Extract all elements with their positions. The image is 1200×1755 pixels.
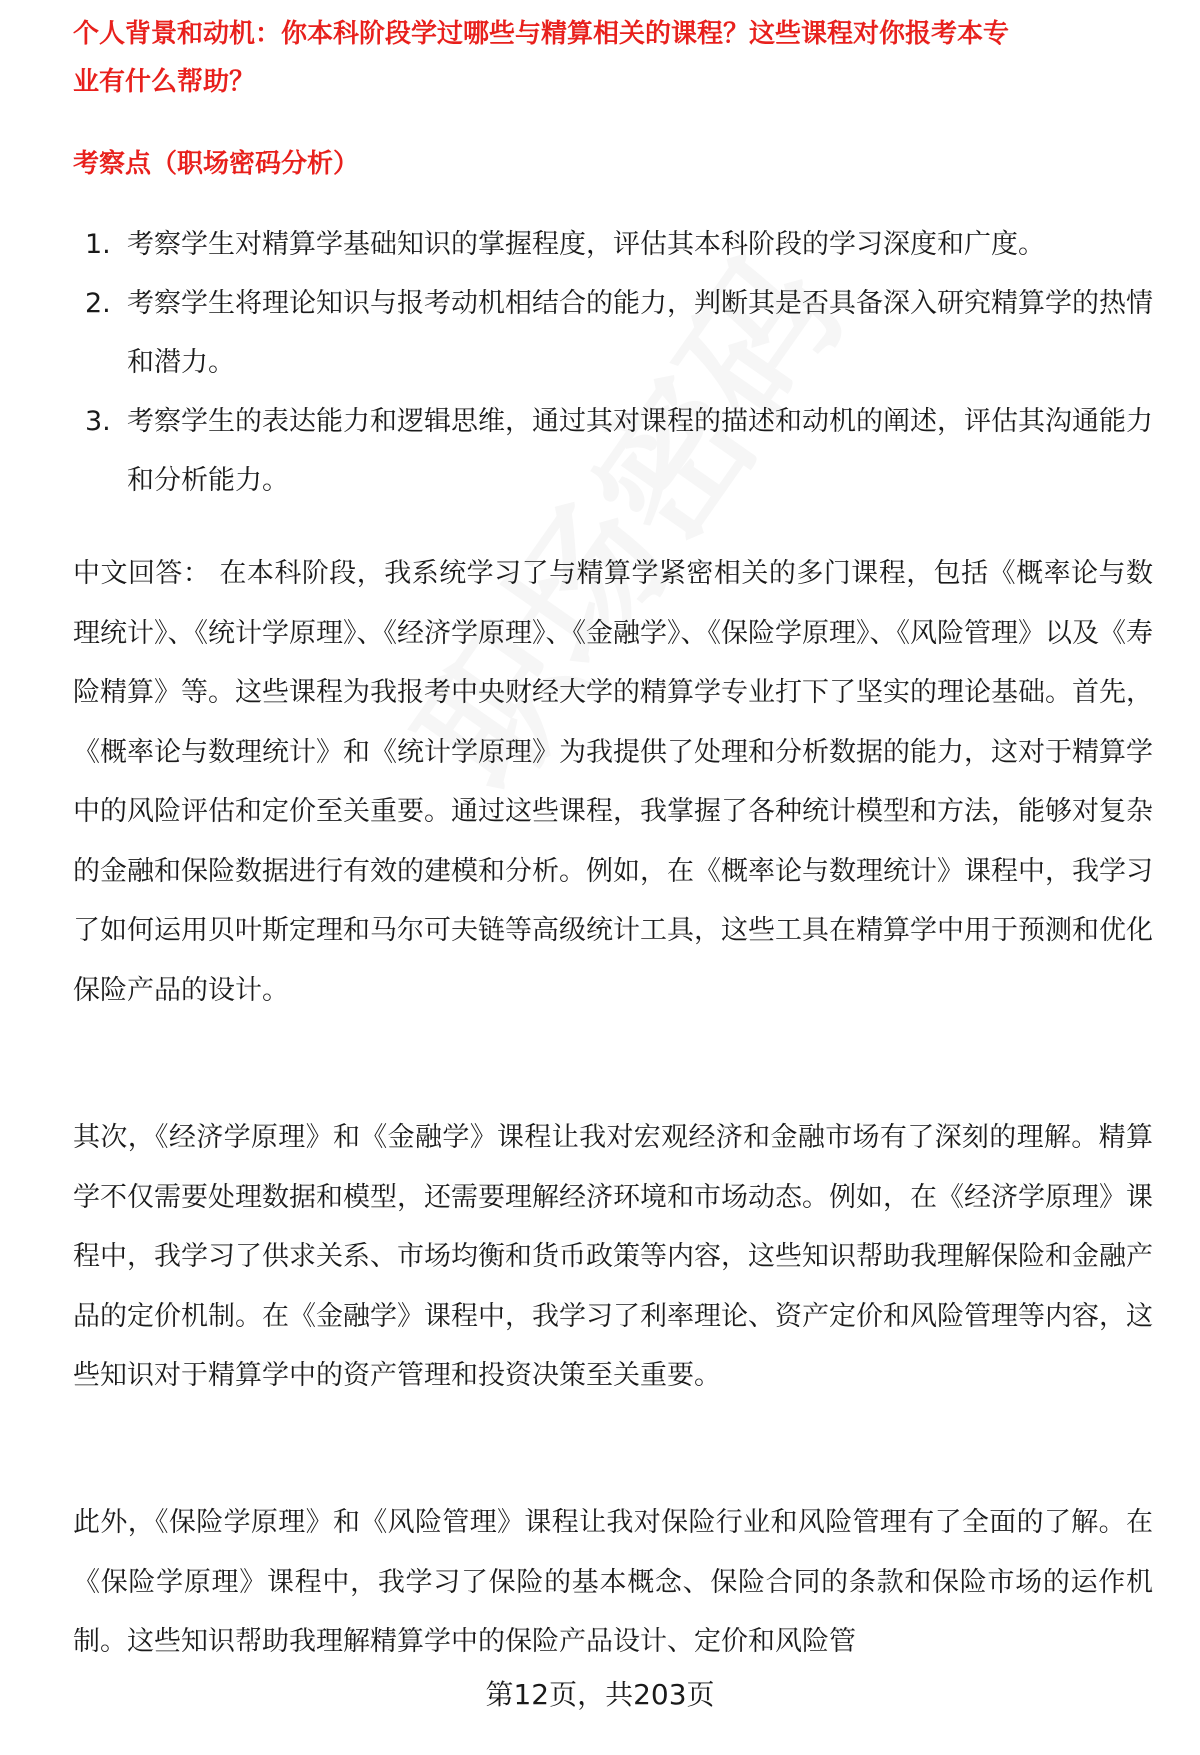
- list-item: [73, 274, 1153, 392]
- list-item-text: 考察学生将理论知识与报考动机相结合的能力，判断其是否具备深入研究精算学的热情和潜力。: [127, 288, 1153, 378]
- question-line-2: 业有什么帮助？: [73, 67, 256, 97]
- question-heading: [73, 19, 1153, 104]
- question-line-1-clipped: [73, 19, 1153, 60]
- answer-paragraph-1: 中文回答： 在本科阶段，我系统学习了与精算学紧密相关的多门课程，包括《概率论与数理统计》、《统计学原理》、《经济学原理》、《金融学》、《保险学原理》、《风险管理》以及《寿险精算》等。这些课程为我报考中央财经大学的精算学专业打下了坚实的理论基础。首先，《概率论与数理统计》和《统计学原理》为我提供了处理和分析数据的能力，这对于精算学中的风险评估和定价至关重要。通过这些课程，我掌握了各种统计模型和方法，能够对复杂的金融和保险数据进行有效的建模和分析。例如，在《概率论与数理统计》课程中，我学习了如何运用贝叶斯定理和马尔可夫链等高级统计工具，这些工具在精算学中用于预测和优化保险产品的设计。: [73, 558, 1153, 1006]
- question-line-1: 个人背景和动机：你本科阶段学过哪些与精算相关的课程？这些课程对你报考本专: [73, 19, 1010, 49]
- answer-paragraph-3: 此外，《保险学原理》和《风险管理》课程让我对保险行业和风险管理有了全面的了解。在《保险学原理》课程中，我学习了保险的基本概念、保险合同的条款和保险市场的运作机制。这些知识帮助我理解精算学中的保险产品设计、定价和风险管: [73, 1507, 1153, 1657]
- list-number: 1.: [85, 229, 111, 260]
- list-item-text: 考察学生对精算学基础知识的掌握程度，评估其本科阶段的学习深度和广度。: [127, 229, 1045, 260]
- section-title: 考察点（职场密码分析）: [73, 149, 360, 179]
- page-number: 第12页，共203页: [485, 1678, 715, 1711]
- list-item-text: 考察学生的表达能力和逻辑思维，通过其对课程的描述和动机的阐述，评估其沟通能力和分析能力。: [127, 406, 1153, 496]
- answer-paragraph-2: 其次，《经济学原理》和《金融学》课程让我对宏观经济和金融市场有了深刻的理解。精算学不仅需要处理数据和模型，还需要理解经济环境和市场动态。例如，在《经济学原理》课程中，我学习了供求关系、市场均衡和货币政策等内容，这些知识帮助我理解保险和金融产品的定价机制。在《金融学》课程中，我学习了利率理论、资产定价和风险管理等内容，这些知识对于精算学中的资产管理和投资决策至关重要。: [73, 1122, 1153, 1391]
- assessment-points-list: [73, 215, 1153, 510]
- list-number: 2.: [85, 288, 111, 319]
- list-number: 3.: [85, 406, 111, 437]
- list-item: [73, 392, 1153, 510]
- list-item: [73, 215, 1153, 274]
